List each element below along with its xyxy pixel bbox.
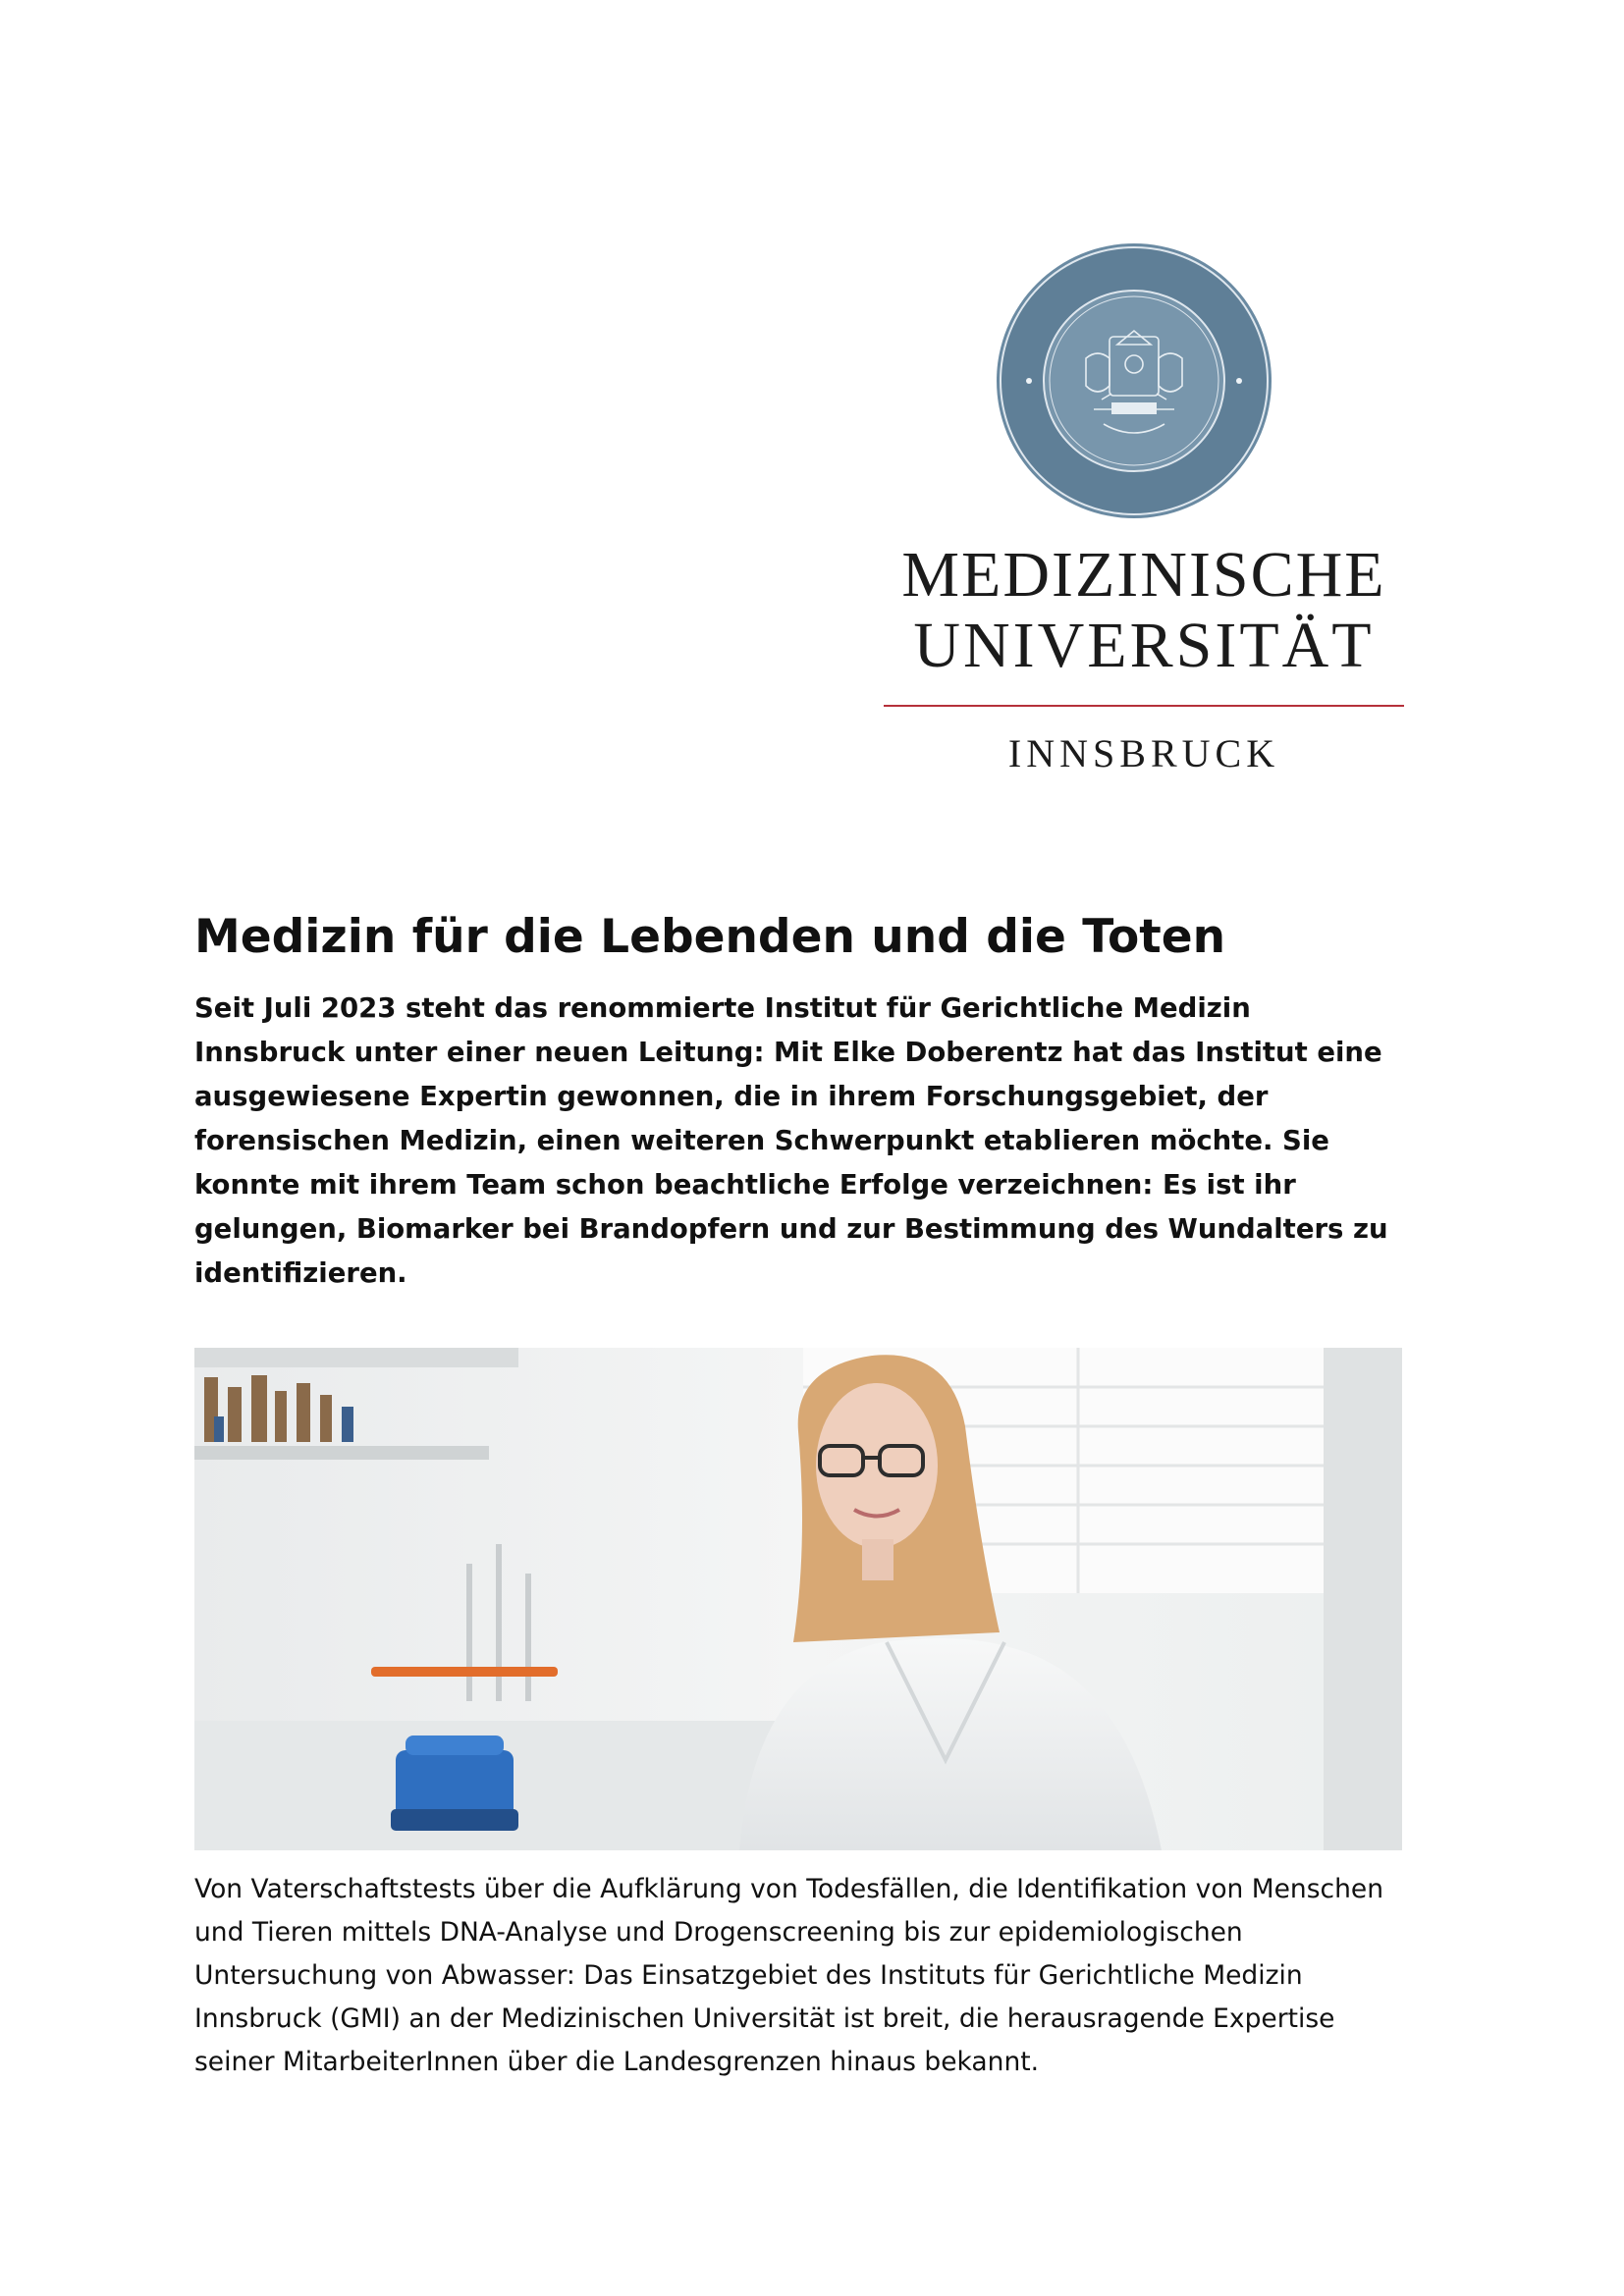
wordmark-divider xyxy=(884,705,1404,707)
wordmark-line-1: MEDIZINISCHE xyxy=(901,539,1386,611)
article-header xyxy=(194,908,1408,1296)
article-headline: Medizin für die Lebenden und die Toten xyxy=(194,910,1226,964)
wordmark-line-3: INNSBRUCK xyxy=(1007,731,1280,775)
wordmark-line-2: UNIVERSITÄT xyxy=(913,610,1375,681)
article-lead: Seit Juli 2023 steht das renommierte Institut für Gerichtliche Medizin Innsbruck unter einer neuen Leitung: Mit Elke Doberentz hat das Institut eine ausgewiesene Expertin gewonnen, die in ihrem Forschungsgebiet, der forensischen Medizin, einen weiteren Schwerpunkt etablieren möchte. Sie konnte mit ihrem Team schon beachtliche Erfolge verzeichnen: Es ist ihr gelungen, Biomarker bei Brandopfern und zur Bestimmung des Wundalters zu identifizieren. xyxy=(194,992,1388,1289)
lab-portrait-image xyxy=(194,1348,1402,1850)
article-photo xyxy=(194,1348,1402,1850)
university-logo xyxy=(879,226,1409,775)
university-wordmark xyxy=(879,540,1409,775)
university-seal-icon xyxy=(996,242,1272,519)
article-body: Von Vaterschaftstests über die Aufklärung von Todesfällen, die Identifikation von Menschen und Tieren mittels DNA-Analyse und Drogenscreening bis zur epidemiologischen Untersuchung von Abwasser: Das Einsatzgebiet des Instituts für Gerichtliche Medizin Innsbruck (GMI) an der Medizinischen Universität ist breit, die herausragende Expertise seiner MitarbeiterInnen über die Landesgrenzen hinaus bekannt. xyxy=(194,1874,1384,2077)
